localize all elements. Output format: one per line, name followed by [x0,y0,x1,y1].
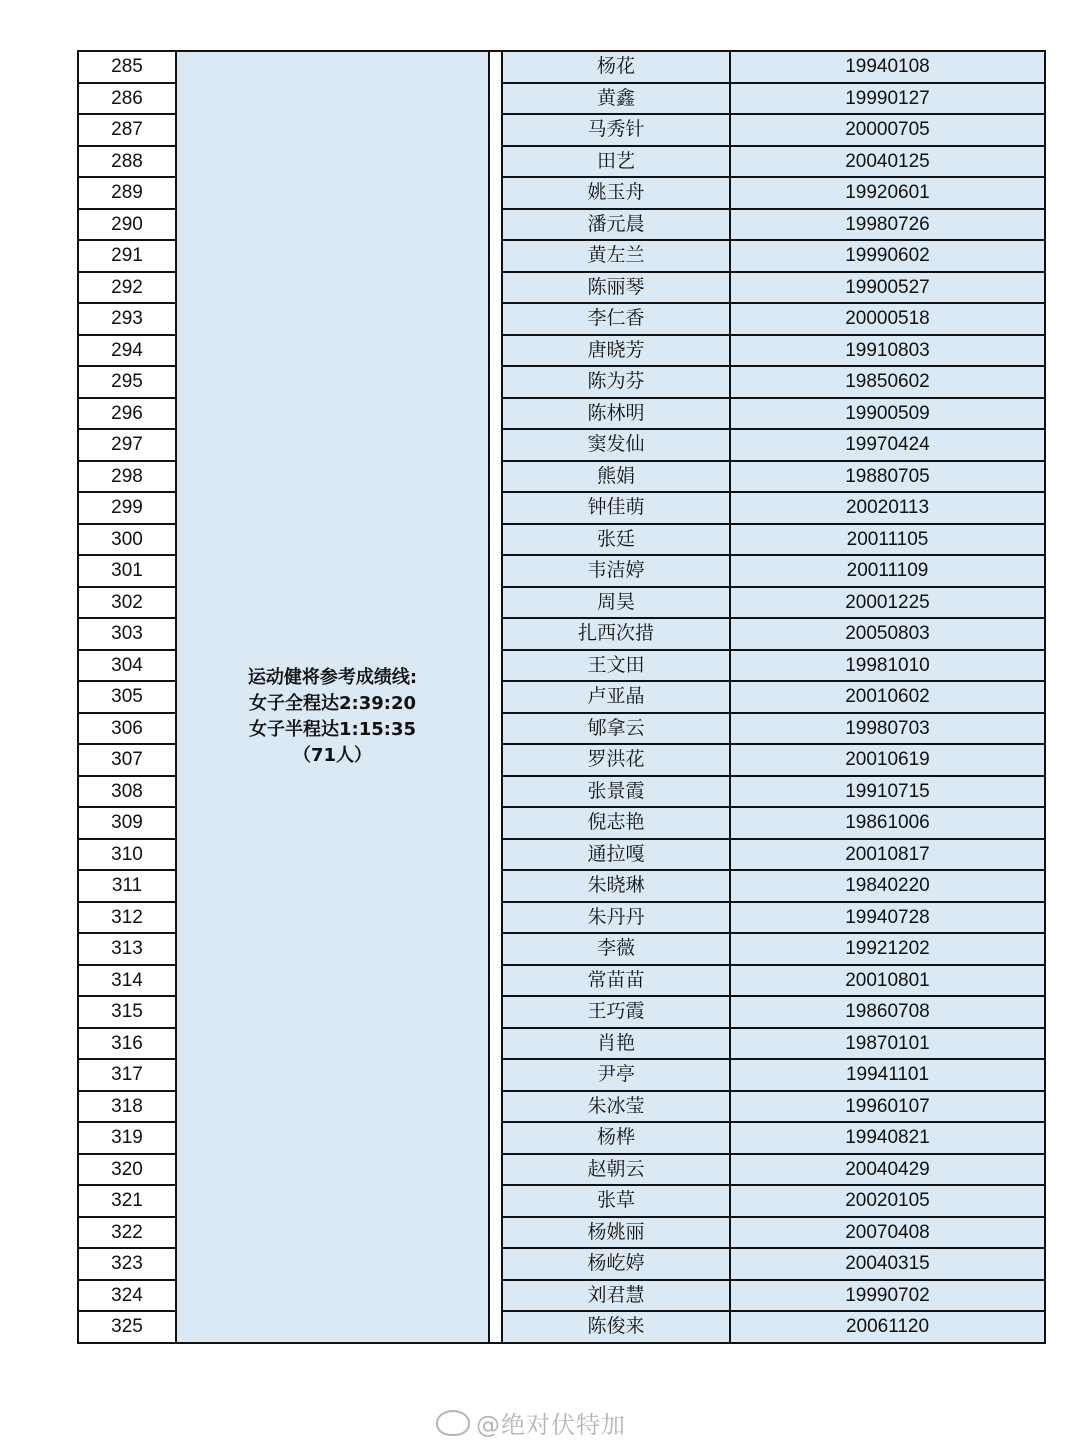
category-note: 运动健将参考成绩线: 女子全程达2:39:20 女子半程达1:15:35 （71人） [247,666,418,766]
row-number-cell: 315 [78,996,176,1028]
name-cell: 罗洪花 [502,744,730,776]
birthdate-cell: 20010602 [730,681,1045,713]
birthdate-cell: 20010817 [730,839,1045,871]
name-cell: 陈为芬 [502,366,730,398]
row-number-cell: 309 [78,807,176,839]
name-cell: 朱冰莹 [502,1091,730,1123]
birthdate-cell: 19910803 [730,335,1045,367]
roster-body [78,51,1045,1343]
birthdate-cell: 20061120 [730,1311,1045,1343]
birthdate-cell: 20011109 [730,555,1045,587]
row-number-cell: 314 [78,965,176,997]
name-cell: 朱丹丹 [502,902,730,934]
row-number-cell: 289 [78,177,176,209]
name-cell: 周昊 [502,587,730,619]
watermark-text: @绝对伏特加 [476,1411,626,1439]
row-number-cell: 303 [78,618,176,650]
row-number-cell: 295 [78,366,176,398]
name-cell: 杨花 [502,51,730,83]
row-number-cell: 304 [78,650,176,682]
birthdate-cell: 19990602 [730,240,1045,272]
row-number-cell: 311 [78,870,176,902]
birthdate-cell: 19960107 [730,1091,1045,1123]
row-number-cell: 290 [78,209,176,241]
name-cell: 唐晓芳 [502,335,730,367]
birthdate-cell: 19840220 [730,870,1045,902]
row-number-cell: 321 [78,1185,176,1217]
row-number-cell: 302 [78,587,176,619]
watermark [436,1405,626,1440]
name-cell: 潘元晨 [502,209,730,241]
row-number-cell: 288 [78,146,176,178]
birthdate-cell: 20011105 [730,524,1045,556]
name-cell: 李薇 [502,933,730,965]
birthdate-cell: 19910715 [730,776,1045,808]
name-cell: 卢亚晶 [502,681,730,713]
name-cell: 李仁香 [502,303,730,335]
birthdate-cell: 20001225 [730,587,1045,619]
row-number-cell: 291 [78,240,176,272]
row-number-cell: 299 [78,492,176,524]
name-cell: 肖艳 [502,1028,730,1060]
birthdate-cell: 19970424 [730,429,1045,461]
birthdate-cell: 20020105 [730,1185,1045,1217]
row-number-cell: 319 [78,1122,176,1154]
row-number-cell: 296 [78,398,176,430]
row-number-cell: 312 [78,902,176,934]
name-cell: 倪志艳 [502,807,730,839]
name-cell: 扎西次措 [502,618,730,650]
birthdate-cell: 19900527 [730,272,1045,304]
birthdate-cell: 20020113 [730,492,1045,524]
name-cell: 杨桦 [502,1122,730,1154]
birthdate-cell: 20040429 [730,1154,1045,1186]
birthdate-cell: 19921202 [730,933,1045,965]
row-number-cell: 318 [78,1091,176,1123]
name-cell: 陈林明 [502,398,730,430]
name-cell: 张廷 [502,524,730,556]
birthdate-cell: 19861006 [730,807,1045,839]
name-cell: 黄鑫 [502,83,730,115]
row-number-cell: 306 [78,713,176,745]
birthdate-cell: 20010801 [730,965,1045,997]
row-number-cell: 294 [78,335,176,367]
name-cell: 通拉嘎 [502,839,730,871]
birthdate-cell: 20000518 [730,303,1045,335]
birthdate-cell: 19940728 [730,902,1045,934]
birthdate-cell: 19981010 [730,650,1045,682]
row-number-cell: 313 [78,933,176,965]
row-number-cell: 292 [78,272,176,304]
weibo-icon [436,1410,470,1436]
name-cell: 尹亭 [502,1059,730,1091]
row-number-cell: 322 [78,1217,176,1249]
name-cell: 姚玉舟 [502,177,730,209]
name-cell: 韦洁婷 [502,555,730,587]
birthdate-cell: 20040315 [730,1248,1045,1280]
name-cell: 杨屹婷 [502,1248,730,1280]
name-cell: 黄左兰 [502,240,730,272]
row-number-cell: 300 [78,524,176,556]
category-cell [176,51,489,1343]
row-number-cell: 317 [78,1059,176,1091]
birthdate-cell: 20040125 [730,146,1045,178]
birthdate-cell: 20010619 [730,744,1045,776]
row-number-cell: 298 [78,461,176,493]
name-cell: 杨姚丽 [502,1217,730,1249]
birthdate-cell: 19920601 [730,177,1045,209]
name-cell: 熊娟 [502,461,730,493]
column-gap [489,51,502,1343]
row-number-cell: 285 [78,51,176,83]
birthdate-cell: 19980703 [730,713,1045,745]
birthdate-cell: 19870101 [730,1028,1045,1060]
birthdate-cell: 20050803 [730,618,1045,650]
row-number-cell: 316 [78,1028,176,1060]
row-number-cell: 323 [78,1248,176,1280]
birthdate-cell: 19980726 [730,209,1045,241]
birthdate-cell: 20000705 [730,114,1045,146]
row-number-cell: 325 [78,1311,176,1343]
name-cell: 王巧霞 [502,996,730,1028]
birthdate-cell: 19940821 [730,1122,1045,1154]
birthdate-cell: 19860708 [730,996,1045,1028]
row-number-cell: 324 [78,1280,176,1312]
birthdate-cell: 19990702 [730,1280,1045,1312]
name-cell: 陈俊来 [502,1311,730,1343]
row-number-cell: 287 [78,114,176,146]
birthdate-cell: 19940108 [730,51,1045,83]
name-cell: 张草 [502,1185,730,1217]
name-cell: 田艺 [502,146,730,178]
birthdate-cell: 19990127 [730,83,1045,115]
birthdate-cell: 19900509 [730,398,1045,430]
name-cell: 张景霞 [502,776,730,808]
athlete-roster-table [77,50,1046,1344]
birthdate-cell: 19850602 [730,366,1045,398]
row-number-cell: 308 [78,776,176,808]
row-number-cell: 293 [78,303,176,335]
name-cell: 钟佳萌 [502,492,730,524]
name-cell: 刘君慧 [502,1280,730,1312]
name-cell: 常苗苗 [502,965,730,997]
row-number-cell: 320 [78,1154,176,1186]
birthdate-cell: 19941101 [730,1059,1045,1091]
birthdate-cell: 19880705 [730,461,1045,493]
name-cell: 马秀针 [502,114,730,146]
name-cell: 窦发仙 [502,429,730,461]
row-number-cell: 310 [78,839,176,871]
name-cell: 朱晓琳 [502,870,730,902]
birthdate-cell: 20070408 [730,1217,1045,1249]
name-cell: 郇拿云 [502,713,730,745]
row-number-cell: 307 [78,744,176,776]
row-number-cell: 286 [78,83,176,115]
name-cell: 陈丽琴 [502,272,730,304]
name-cell: 王文田 [502,650,730,682]
table-row [78,51,1045,83]
row-number-cell: 301 [78,555,176,587]
row-number-cell: 297 [78,429,176,461]
row-number-cell: 305 [78,681,176,713]
name-cell: 赵朝云 [502,1154,730,1186]
